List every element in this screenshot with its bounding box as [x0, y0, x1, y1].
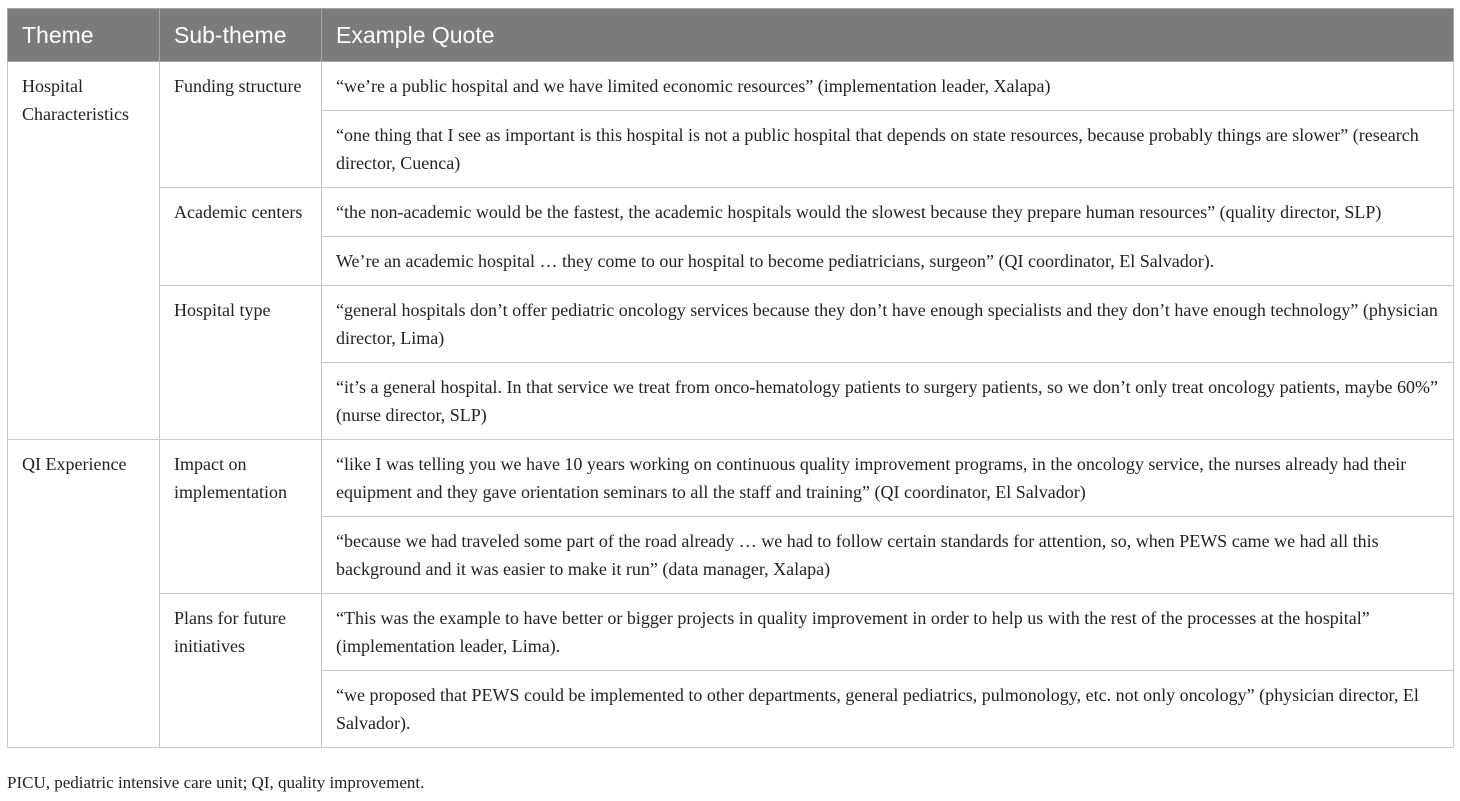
quote-cell: “we’re a public hospital and we have limited economic resources” (implementation leader, Xalapa) [322, 62, 1454, 111]
sub-theme-cell: Funding structure [160, 62, 322, 188]
sub-theme-cell: Hospital type [160, 286, 322, 440]
header-theme: Theme [8, 9, 160, 62]
table-row [8, 286, 1454, 363]
table-row [8, 440, 1454, 517]
quote-cell: “we proposed that PEWS could be implemented to other departments, general pediatrics, pulmonology, etc. not only oncology” (physician director, El Salvador). [322, 671, 1454, 748]
header-sub-theme: Sub-theme [160, 9, 322, 62]
table-row [8, 188, 1454, 237]
header-row [8, 9, 1454, 62]
sub-theme-cell: Plans for future initiatives [160, 594, 322, 748]
theme-cell: Hospital Characteristics [8, 62, 160, 440]
table-row [8, 594, 1454, 671]
sub-theme-cell: Impact on implementation [160, 440, 322, 594]
table-footnote: PICU, pediatric intensive care unit; QI, quality improvement. [7, 773, 425, 792]
quote-cell: “general hospitals don’t offer pediatric oncology services because they don’t have enough specialists and they don’t have enough technology” (physician director, Lima) [322, 286, 1454, 363]
table-row [8, 62, 1454, 111]
quote-cell: “This was the example to have better or bigger projects in quality improvement in order to help us with the rest of the processes at the hospital” (implementation leader, Lima). [322, 594, 1454, 671]
quote-cell: “like I was telling you we have 10 years working on continuous quality improvement programs, in the oncology service, the nurses already had their equipment and they gave orientation seminars to all the staff and training” (QI coordinator, El Salvador) [322, 440, 1454, 517]
quote-cell: “because we had traveled some part of the road already … we had to follow certain standards for attention, so, when PEWS came we had all this background and it was easier to make it run” (data manager, Xalapa) [322, 517, 1454, 594]
quote-cell: “the non-academic would be the fastest, the academic hospitals would the slowest because they prepare human resources” (quality director, SLP) [322, 188, 1454, 237]
theme-cell: QI Experience [8, 440, 160, 748]
quote-cell: “it’s a general hospital. In that service we treat from onco-hematology patients to surgery patients, so we don’t only treat oncology patients, maybe 60%” (nurse director, SLP) [322, 363, 1454, 440]
themes-table [7, 8, 1454, 748]
header-example-quote: Example Quote [322, 9, 1454, 62]
quote-cell: “one thing that I see as important is this hospital is not a public hospital that depends on state resources, because probably things are slower” (research director, Cuenca) [322, 111, 1454, 188]
sub-theme-cell: Academic centers [160, 188, 322, 286]
quote-cell: We’re an academic hospital … they come to our hospital to become pediatricians, surgeon” (QI coordinator, El Salvador). [322, 237, 1454, 286]
